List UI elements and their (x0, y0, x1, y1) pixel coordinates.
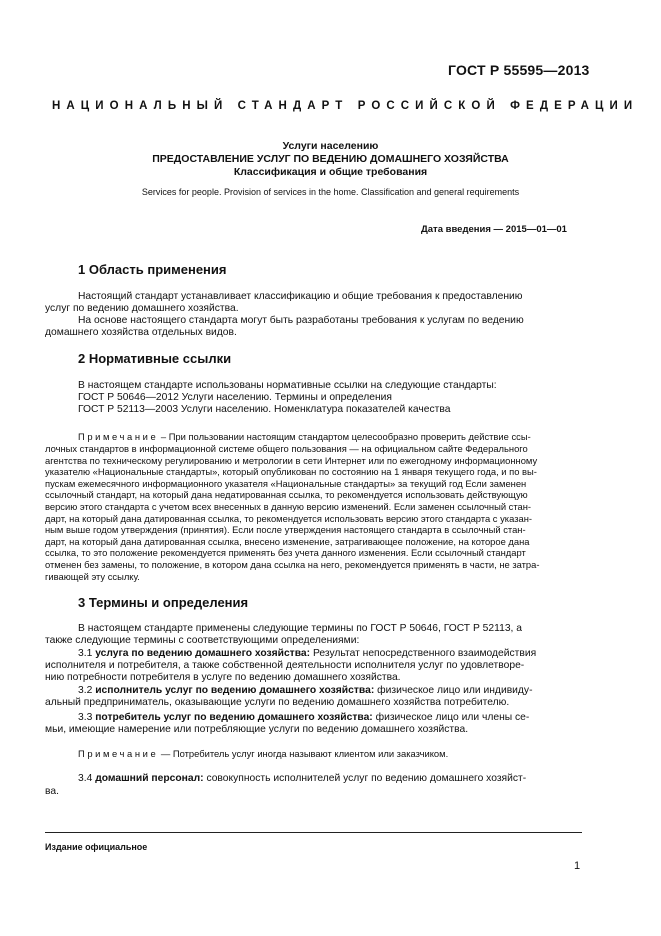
section-1-line: На основе настоящего стандарта могут быть разработаны требования к услугам по ведению (78, 315, 524, 326)
term-3-4-line: ва. (45, 786, 59, 797)
section-1-line: услуг по ведению домашнего хозяйства. (45, 303, 239, 314)
term-name: услуга по ведению домашнего хозяйства: (95, 648, 311, 659)
section-2-note-line: лочных стандартов в информационной системе общего пользования — на официальном сайте Федерального (45, 443, 528, 454)
section-2-note-line: агентства по техническому регулированию и метрологии в сети Интернет или по ежегодному информационному (45, 454, 538, 466)
note-text: – При пользовании настоящим стандартом целесообразно проверить действие ссы- (158, 431, 531, 442)
section-3-note (78, 748, 448, 760)
section-2-note-line: ссылка, то это положение рекомендуется применять без учета данного изменения. Если ссылочный стандарт (45, 547, 526, 559)
introduction-date: Дата введения — 2015—01—01 (421, 224, 567, 235)
term-3-4 (78, 773, 526, 785)
section-2-heading: 2 Нормативные ссылки (78, 351, 232, 366)
note-label: Примечание (78, 431, 159, 442)
term-name: потребитель услуг по ведению домашнего хозяйства: (95, 712, 373, 723)
section-2-note-line: дарт, на который дана датированная ссылка, то рекомендуется использовать версию этого стандарта с указан- (45, 512, 533, 524)
section-1-line: Настоящий стандарт устанавливает классификацию и общие требования к предоставлению (78, 291, 523, 302)
term-3-1-line: нию потребности потребителя в услуге по ведению домашнего хозяйства. (45, 672, 401, 683)
section-2-note-line: гивающей эту ссылку. (45, 570, 140, 582)
footer-divider (45, 832, 582, 833)
official-edition-label: Издание официальное (45, 842, 148, 852)
term-number: 3.4 (78, 773, 96, 784)
section-1-line: домашнего хозяйства отдельных видов. (45, 327, 237, 338)
section-3-intro-line: также следующие термины с соответствующими определениями: (45, 635, 360, 646)
title-line-3: Классификация и общие требования (233, 166, 428, 178)
section-3-heading: 3 Термины и определения (78, 595, 249, 610)
term-number: 3.3 (78, 712, 96, 723)
note-text: — Потребитель услуг иногда называют клиентом или заказчиком. (158, 748, 449, 759)
section-2-line: ГОСТ Р 50646—2012 Услуги населению. Термины и определения (78, 392, 392, 403)
section-2-note-line: указателю «Национальные стандарты», который опубликован по состоянию на 1 января текущего года, и по вы- (45, 466, 537, 478)
english-title: Services for people. Provision of services in the home. Classification and general requirements (141, 187, 520, 197)
term-3-2 (78, 685, 533, 697)
term-3-3 (78, 712, 529, 724)
term-definition: Результат непосредственного взаимодействия (310, 648, 537, 659)
term-name: домашний персонал: (95, 773, 204, 784)
section-2-note-line: версию этого стандарта с учетом всех внесенных в данную версию изменений. Если заменен ссылочный стан- (45, 501, 532, 512)
term-3-3-line: мьи, имеющие намерение или потребляющие услуги по ведению домашнего хозяйства. (45, 724, 469, 735)
section-2-line: ГОСТ Р 52113—2003 Услуги населению. Номенклатура показателей качества (78, 404, 451, 415)
term-number: 3.1 (78, 648, 96, 659)
term-definition: физическое лицо или индивиду- (374, 685, 533, 696)
section-2-line: В настоящем стандарте использованы нормативные ссылки на следующие стандарты: (78, 380, 497, 391)
term-definition: совокупность исполнителей услуг по ведению домашнего хозяйст- (203, 773, 527, 784)
term-definition: физическое лицо или члены се- (372, 712, 530, 723)
section-2-note-line: дарт, на который дана датированная ссылка, внесено изменение, затрагивающее положение, на которое дана (45, 535, 530, 547)
term-number: 3.2 (78, 685, 96, 696)
section-2-note-line: ным выше годом утверждения (принятия). Если после утверждения настоящего стандарта в ссылочный стан- (45, 524, 526, 536)
term-name: исполнитель услуг по ведению домашнего хозяйства: (95, 685, 375, 696)
section-2-note-line: отменен без замены, то положение, в котором дана ссылка на него, рекомендуется применять в части, не затра- (45, 559, 540, 570)
term-3-1 (78, 648, 536, 660)
note-label: Примечание (78, 748, 159, 759)
section-2-note-line: ссылочный стандарт, на который дана недатированная ссылка, то рекомендуется использовать действующую (45, 489, 528, 501)
national-standard-banner: НАЦИОНАЛЬНЫЙ СТАНДАРТ РОССИЙСКОЙ ФЕДЕРАЦИИ (52, 100, 639, 112)
term-3-2-line: альный предприниматель, оказывающие услуги по ведению домашнего хозяйства потребителю. (45, 697, 510, 708)
section-3-intro-line: В настоящем стандарте применены следующие термины по ГОСТ Р 50646, ГОСТ Р 52113, а (78, 623, 522, 634)
title-line-1: Услуги населению (282, 140, 379, 152)
page-number: 1 (574, 860, 581, 872)
document-number: ГОСТ Р 55595—2013 (448, 62, 590, 78)
term-3-1-line: исполнителя и потребителя, а также собственной деятельности исполнителя услуг по удовлетворе- (45, 660, 525, 671)
title-line-2: ПРЕДОСТАВЛЕНИЕ УСЛУГ ПО ВЕДЕНИЮ ДОМАШНЕГО ХОЗЯЙСТВА (152, 153, 509, 165)
section-1-heading: 1 Область применения (78, 262, 227, 277)
section-2-note-first-line (78, 431, 531, 443)
section-2-note-line: пускам ежемесячного информационного указателя «Национальные стандарты» за текущий год Если заменен (45, 477, 527, 489)
